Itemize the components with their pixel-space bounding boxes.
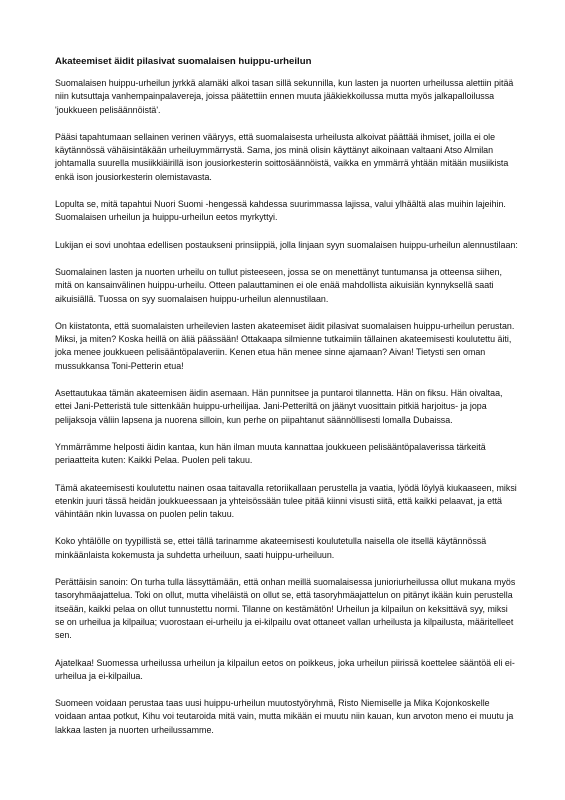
paragraph: On kiistatonta, että suomalaisten urheilevien lasten akateemiset äidit pilasivat suomalaisen huippu-urheilun perustan. Miksi, ja miten? Koska heillä on äliä päässään! Ottakaapa silmienne tutkaimiin tällainen akateemisesti koulutettu äiti, joka menee joukkueen pelisääntöpalaveriin. Kenen etua hän menee sinne ajamaan? Aivan! Tietysti sen oman mussukkansa Toni-Petterin etua! bbox=[55, 320, 515, 371]
paragraph: Koko yhtälölle on tyypillistä se, ettei tällä tarinamme akateemisesti koulutetulla naisella ole itsellä käytännössä minkäänlaista kokemusta ja suhdetta urheiluun, saati huippu-urheiluun. bbox=[55, 536, 487, 560]
paragraph: Lukijan ei sovi unohtaa edellisen postaukseni prinsiippiä, jolla linjaan syyn suomalaisen huippu-urheilun alennustilaan: bbox=[55, 239, 518, 250]
paragraph: Asettautukaa tämän akateemisen äidin asemaan. Hän punnitsee ja puntaroi tilannetta. Hän on fiksu. Hän oivaltaa, ettei Jani-Petteristä tule sittenkään huippu-urheilijaa. Jani-Petteriltä on jäänyt vuosittain pitkiä harjoitus- ja jopa pelijaksoja väliin lapsena ja nuorena silloin, kun perhe on piipahtanut säännöllisesti lomalla Dubaissa. bbox=[55, 388, 503, 425]
paragraph: Perättäisin sanoin: On turha tulla lässyttämään, että onhan meillä suomalaisessa junioriurheilussa ollut mukana myös tasoryhmäajattelua. Toki on ollut, mutta viheläistä on ollut se, että tasoryhmäajattelun on pitänyt ikään kuin perustella itseään, kaikki pelaa on ollut tunnustettu normi. Tilanne on kestämätön! Urheilun ja kilpailun on keksittävä syy, miksi se on urheilua ja kilpailua; vuorostaan ei-urheilu ja ei-kilpailu ovat ottaneet vallan urheilusta ja kilpailusta, määritelleet sen. bbox=[55, 577, 516, 641]
paragraph: Lopulta se, mitä tapahtui Nuori Suomi -hengessä kahdessa suurimmassa lajissa, valui ylhäältä alas muihin lajeihin. Suomalaisen urheilun ja huippu-urheilun eetos myrkyttyi. bbox=[55, 199, 506, 223]
paragraph: Pääsi tapahtumaan sellainen verinen vääryys, että suomalaisesta urheilusta alkoivat päättää ihmiset, joilla ei ole käytännössä vähäisintäkään urheiluymmärrystä. Sama, jos minä olisin käyttänyt aikoinaan valtaani Atso Almilan johtamalla suurella musiikkiäirillä ison jousiorkesterin soittosäännöistä, vaikka en ymmärrä yhtään mitään musiikista enkä ison jousiorkesterin olemistavasta. bbox=[55, 131, 509, 182]
document-title: Akateemiset äidit pilasivat suomalaisen huippu-urheilun bbox=[55, 56, 312, 67]
paragraph: Ajatelkaa! Suomessa urheilussa urheilun ja kilpailun eetos on poikkeus, joka urheilun piirissä koettelee sääntöä eli ei-urheilua ja ei-kilpailua. bbox=[55, 657, 515, 681]
paragraph: Suomalaisen huippu-urheilun jyrkkä alamäki alkoi tasan sillä sekunnilla, kun lasten ja nuorten urheilussa alettiin pitää niin kutsuttaja vanhempainpalavereja, joissa päätettiin ennen muuta jääkiekkoilussa mutta myös jalkapalloilussa 'joukkueen pelisäännöistä'. bbox=[55, 78, 514, 115]
paragraph: Tämä akateemisesti koulutettu nainen osaa taitavalla retoriikallaan perustella ja vaatia, lyödä löylyä kiukaaseen, miksi etenkin juuri tässä heidän joukkueessaan ja yhteisössään tulee pitää kiinni visusti siitä, että kaikki pelaavat, ja että vähintään nkin luvassa on puolen pelin takuu. bbox=[55, 482, 517, 520]
paragraph: Suomeen voidaan perustaa taas uusi huippu-urheilun muutostyöryhmä, Risto Niemiselle ja Mika Kojonkoskelle voidaan antaa potkut, Kihu voi teutaroida mitä vain, mutta mikään ei muutu niin kauan, kun arvoton meno ei muutu ja lakkaa lasten ja nuorten urheilussamme. bbox=[55, 698, 514, 735]
paragraph: Suomalainen lasten ja nuorten urheilu on tullut pisteeseen, jossa se on menettänyt tuntumansa ja otteensa siihen, mitä on kansainvälinen huippu-urheilu. Otteen palauttaminen ei ole enää mahdollista aikuisiän kynnyksellä saati aikuisiällä. Tuossa on syy suomalaisen huippu-urheilun alennustilaan. bbox=[55, 266, 502, 304]
paragraph: Ymmärrämme helposti äidin kantaa, kun hän ilman muuta kannattaa joukkueen pelisääntöpalaverissa tärkeitä periaatteita kuten: Kaikki Pelaa. Puolen peli takuu. bbox=[55, 441, 486, 466]
